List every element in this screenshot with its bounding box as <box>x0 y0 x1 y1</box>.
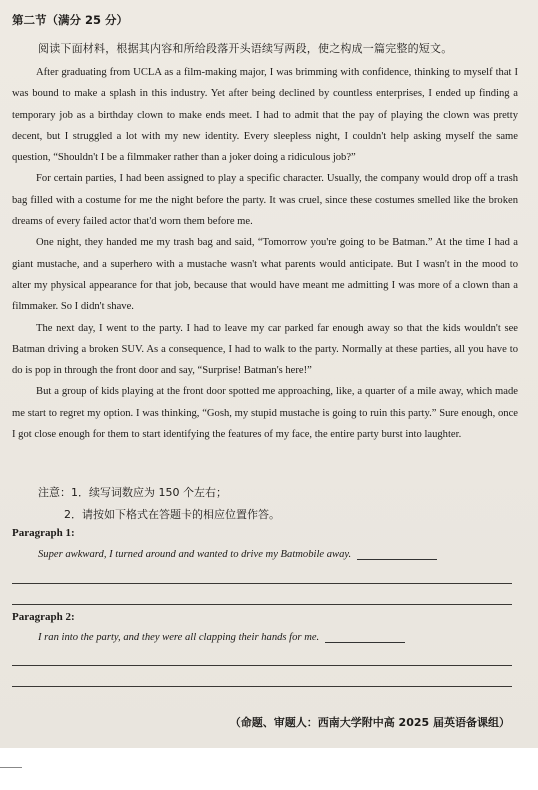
page-margin <box>0 748 538 790</box>
answer-blank[interactable] <box>325 632 405 643</box>
note-format: 2．请按如下格式在答题卡的相应位置作答。 <box>64 508 280 521</box>
paragraph1-start <box>38 549 437 560</box>
answer-line[interactable] <box>12 583 512 584</box>
footer-credit: （命题、审题人：西南大学附中高 2025 届英语备课组） <box>229 716 510 729</box>
passage-paragraph: One night, they handed me my trash bag and said, “Tomorrow you're going to be Batman.” At the time I had a giant mustache, and a superhero with a mustache wasn't what parents would anticipate. But I wasn't in the mood to alter my physical appearance for that job, because that would have meant me admitting I was more of a clown than a filmmaker. So I didn't shave. <box>12 237 518 313</box>
paragraph1-label: Paragraph 1: <box>12 527 75 539</box>
passage-paragraph: After graduating from UCLA as a film-making major, I was brimming with confidence, thinking to myself that I was bound to make a splash in this industry. Yet after being declined by countless enterprises, I ended up finding a temporary job as a birthday clown to make ends meet. I had to admit that the pay of playing the clown was pretty decent, but I struggled a lot with my new identity. Every sleepless night, I couldn't help asking myself the same question, “Shouldn't I be a filmmaker rather than a joker doing a ridiculous job?” <box>12 67 518 164</box>
answer-line[interactable] <box>12 686 512 687</box>
passage-paragraph: But a group of kids playing at the front door spotted me approaching, like, a quarter of a mile away, which made me start to regret my option. I was thinking, “Gosh, my stupid mustache is going to ruin this party.” Sure enough, once I got close enough for them to start identifying the features of my face, the entire party burst into laughter. <box>12 386 518 441</box>
divider <box>0 767 22 768</box>
answer-blank[interactable] <box>357 549 437 560</box>
paragraph2-label: Paragraph 2: <box>12 611 75 623</box>
paragraph2-start <box>38 632 405 643</box>
section-title: 第二节（满分 25 分） <box>12 13 129 27</box>
paragraph1-start-text: Super awkward, I turned around and wanted to drive my Batmobile away. <box>38 549 352 560</box>
answer-line[interactable] <box>12 604 512 605</box>
notes <box>38 482 280 526</box>
passage <box>12 62 518 445</box>
passage-paragraph: For certain parties, I had been assigned to play a specific character. Usually, the company would drop off a trash bag filled with a costume for me the night before the party. It was cruel, since these costumes smelled like the broken dreams of every failed actor that'd worn them before me. <box>12 173 518 228</box>
instruction-text: 阅读下面材料，根据其内容和所给段落开头语续写两段，使之构成一篇完整的短文。 <box>38 42 453 55</box>
passage-paragraph: The next day, I went to the party. I had to leave my car parked far enough away so that the kids wouldn't see Batman driving a broken SUV. As a consequence, I had to walk to the party. Normally at these parties, all you have to do is pop in through the front door and say, “Surprise! Batman's here!” <box>12 322 518 377</box>
note-word-count: 注意：1．续写词数应为 150 个左右； <box>38 486 227 499</box>
answer-line[interactable] <box>12 665 512 666</box>
paragraph2-start-text: I ran into the party, and they were all clapping their hands for me. <box>38 632 320 643</box>
